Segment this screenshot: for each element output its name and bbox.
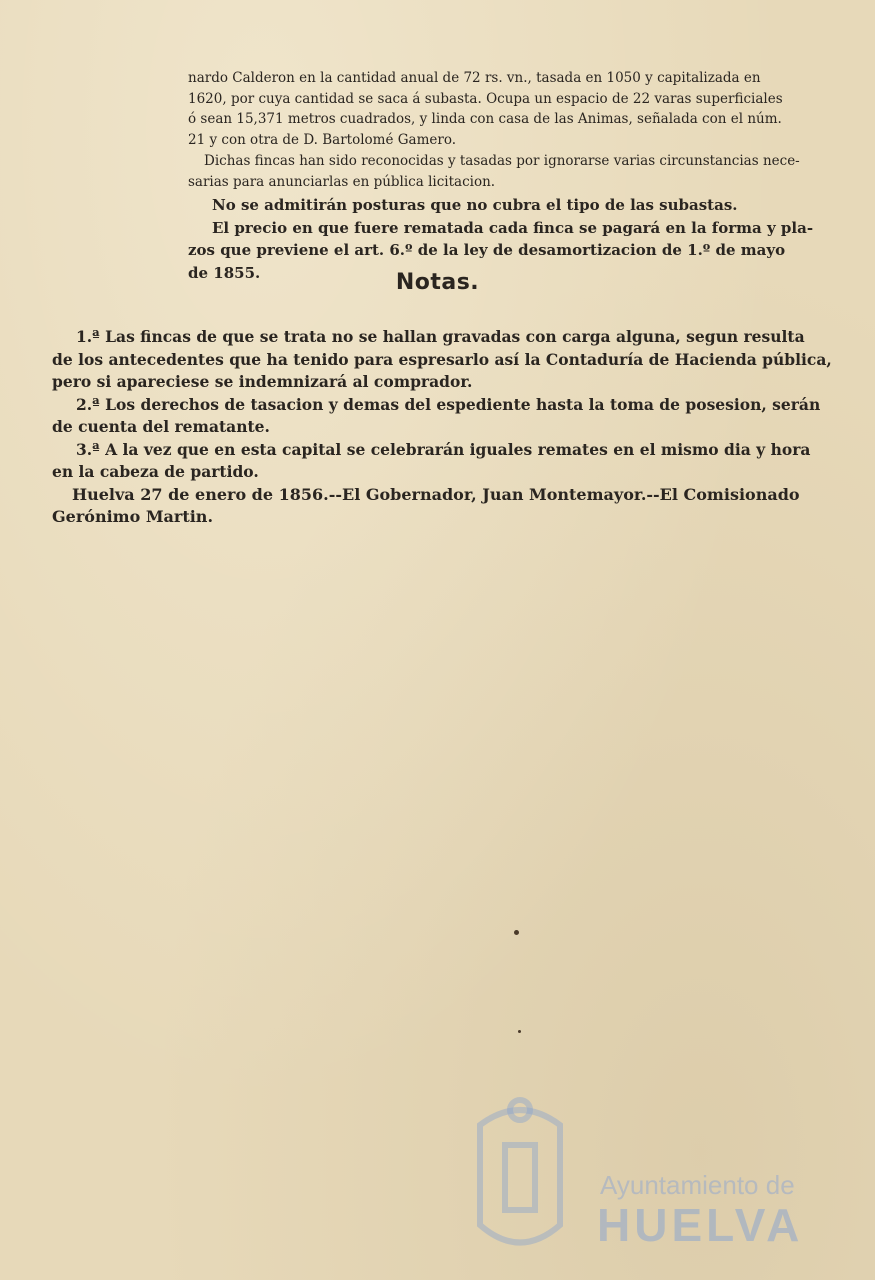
watermark-line1: Ayuntamiento de bbox=[600, 1170, 795, 1200]
top-text-block bbox=[54, 68, 820, 284]
watermark-line2: HUELVA bbox=[597, 1199, 804, 1251]
note-item bbox=[52, 439, 820, 484]
signature-block bbox=[52, 484, 820, 529]
text-line: 2.ª Los derechos de tasacion y demas del espediente hasta la toma de posesion, serán bbox=[76, 394, 821, 414]
note-item bbox=[52, 394, 820, 439]
text-line: sarias para anunciarlas en pública licitacion. bbox=[188, 173, 496, 190]
text-line: 21 y con otra de D. Bartolomé Gamero. bbox=[188, 131, 457, 148]
text-line: 1620, por cuya cantidad se saca á subasta. Ocupa un espacio de 22 varas superficiales bbox=[188, 90, 783, 107]
text-line: de cuenta del rematante. bbox=[52, 417, 270, 436]
notes-heading: Notas. bbox=[395, 270, 480, 295]
signature-line: Huelva 27 de enero de 1856.--El Gobernador, Juan Montemayor.--El Comisionado bbox=[72, 484, 800, 504]
posturas-paragraph bbox=[54, 194, 820, 217]
text-line: de 1855. bbox=[188, 263, 261, 282]
text-line: Dichas fincas han sido reconocidas y tasadas por ignorarse varias circunstancias nece- bbox=[204, 153, 800, 169]
signature-line: Gerónimo Martin. bbox=[52, 507, 214, 526]
continued-paragraph bbox=[54, 68, 820, 150]
text-line: de los antecedentes que ha tenido para espresarlo así la Contaduría de Hacienda pública, bbox=[52, 349, 832, 369]
tasadas-paragraph bbox=[54, 151, 820, 192]
text-line: 3.ª A la vez que en esta capital se celebrarán iguales remates en el mismo dia y hora bbox=[76, 439, 811, 459]
notes-list bbox=[52, 326, 832, 529]
text-line: en la cabeza de partido. bbox=[52, 462, 259, 481]
text-line: nardo Calderon en la cantidad anual de 72 rs. vn., tasada en 1050 y capitalizada en bbox=[188, 70, 761, 86]
ink-speck bbox=[514, 930, 519, 935]
text-line: No se admitirán posturas que no cubra el tipo de las subastas. bbox=[212, 196, 738, 214]
text-line: zos que previene el art. 6.º de la ley de desamortizacion de 1.º de mayo bbox=[188, 241, 786, 259]
text-line: 1.ª Las fincas de que se trata no se hallan gravadas con carga alguna, segun resulta bbox=[76, 327, 805, 346]
text-line: ó sean 15,371 metros cuadrados, y linda con casa de las Animas, señalada con el núm. bbox=[188, 111, 782, 127]
note-item bbox=[52, 326, 832, 394]
text-line: pero si apareciese se indemnizará al comprador. bbox=[52, 372, 473, 391]
ink-speck bbox=[518, 1030, 521, 1033]
text-line: El precio en que fuere rematada cada finca se pagará en la forma y pla- bbox=[212, 218, 814, 237]
